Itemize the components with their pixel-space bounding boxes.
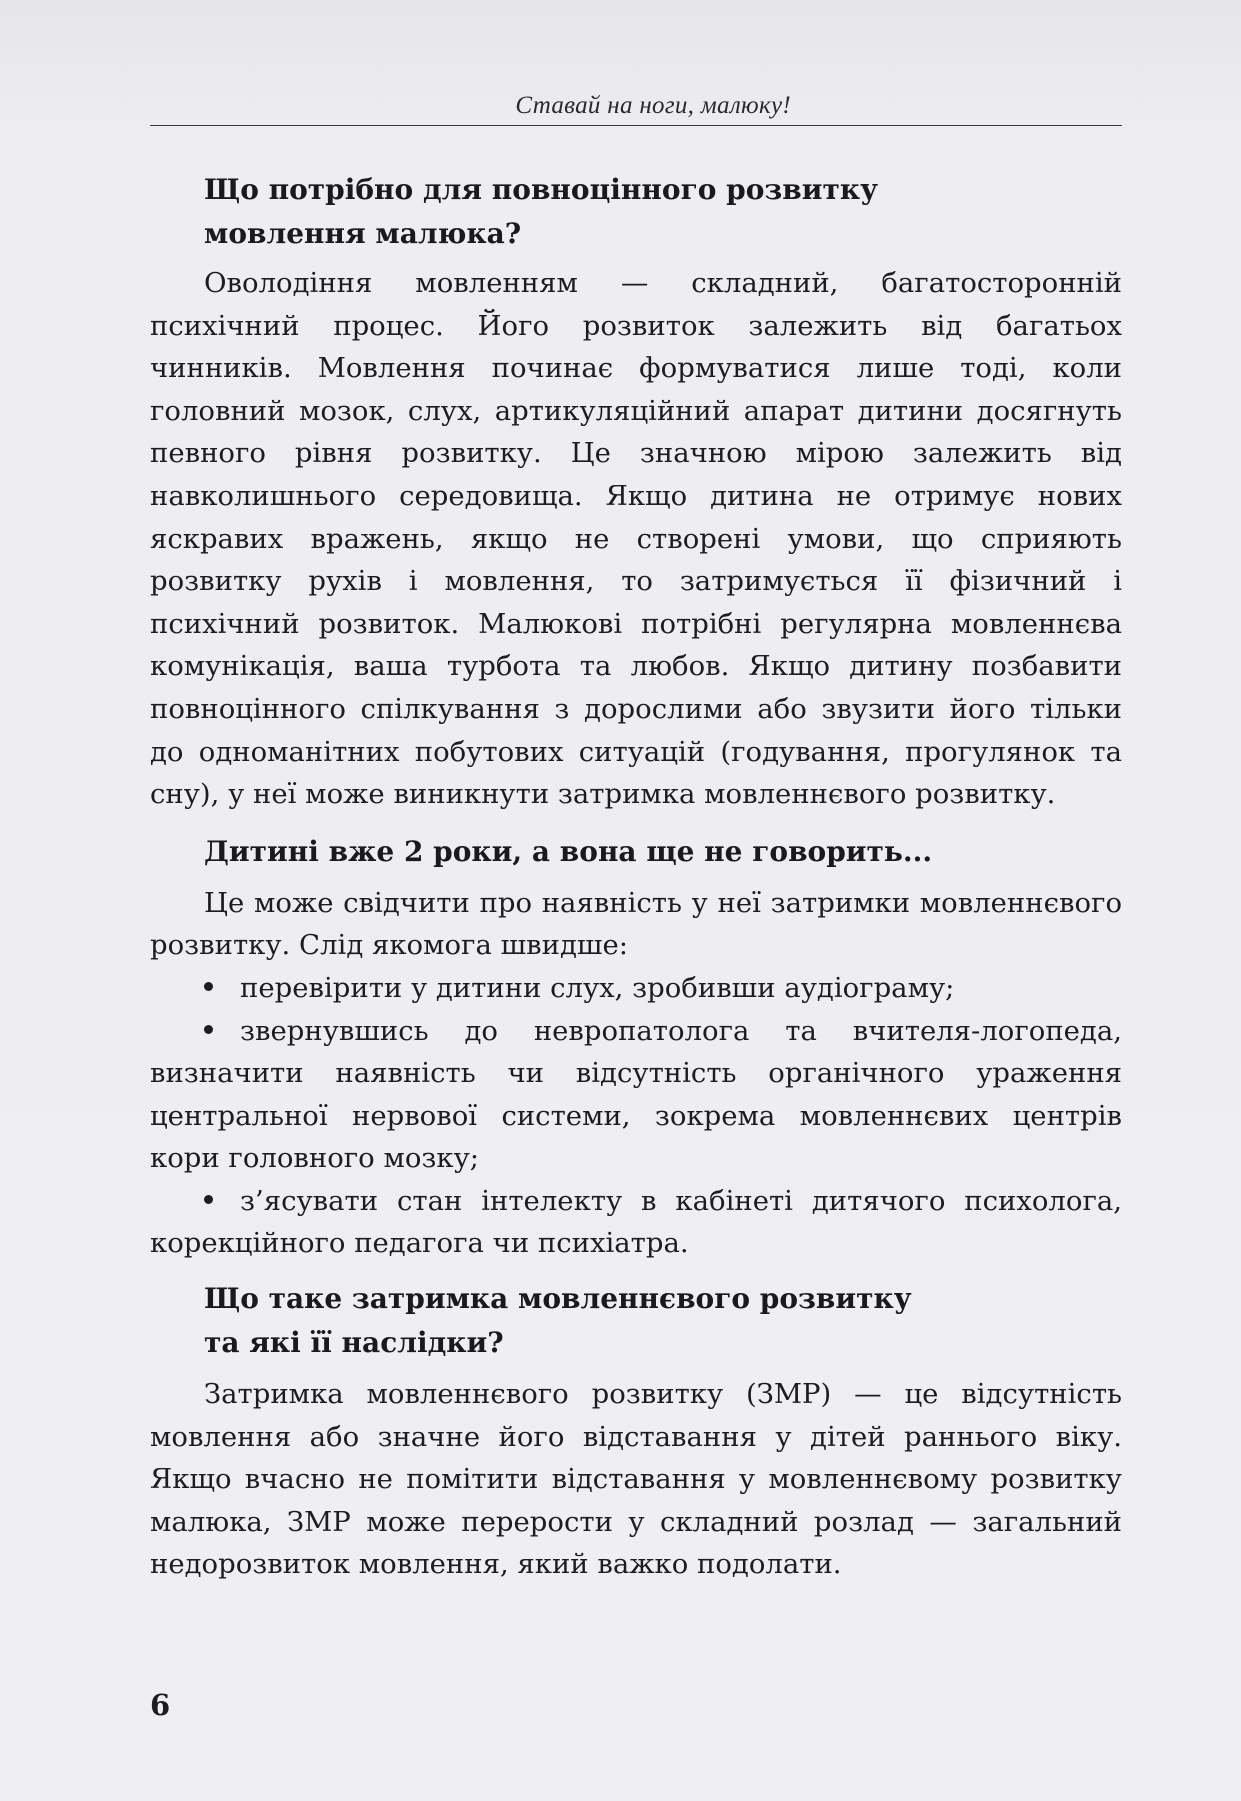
heading-line: Що потрібно для повноцінного розвитку [204, 173, 878, 206]
heading-line: Що таке затримка мовленнєвого розвитку [204, 1282, 912, 1316]
heading-line: мовлення малюка? [204, 217, 522, 250]
bullet-icon [204, 967, 240, 1010]
header-rule [150, 125, 1122, 126]
list-item [150, 1010, 1122, 1180]
page-number: 6 [150, 1688, 171, 1722]
heading-line: та які її наслідки? [204, 1326, 504, 1360]
body-paragraph: Це може свідчити про наявність у неї затримки мовленнєвого розвитку. Слід якомога швидше: [150, 886, 1122, 962]
list-item-text: перевірити у дитини слух, зробивши аудіограму; [240, 971, 955, 1004]
page-content [150, 168, 1122, 1586]
heading-line: Дитині вже 2 роки, а вона ще не говорить... [204, 834, 933, 868]
list-item [150, 1180, 1122, 1265]
list-item-text: звернувшись до невропатолога та вчителя-логопеда, визначити наявність чи відсутність органічного ураження центральної нервової системи, зокрема мовленнєвих центрів кори головного мозку; [150, 1014, 1122, 1175]
running-head: Ставай на ноги, малюку! [515, 92, 791, 119]
section-heading [204, 168, 1122, 256]
bullet-list [150, 967, 1122, 1265]
bullet-icon [204, 1010, 240, 1053]
section-heading [204, 1277, 1122, 1365]
list-item [150, 967, 1122, 1010]
bullet-icon [204, 1180, 240, 1223]
section-heading [204, 830, 1122, 874]
body-paragraph: Затримка мовленнєвого розвитку (ЗМР) — це відсутність мовлення або значне його відставання у дітей раннього віку. Якщо вчасно не помітити відставання у мовленнєвому розвитку малюка, ЗМР може перерости у складний розлад — загальний недорозвиток мовлення, який важко подолати. [150, 1378, 1122, 1581]
list-item-text: з’ясувати стан інтелекту в кабінеті дитячого психолога, корекційного педагога чи психіатра. [150, 1184, 1122, 1260]
body-paragraph: Оволодіння мовленням — складний, багатосторонній психічний процес. Його розвиток залежить від багатьох чинників. Мовлення починає формуватися лише тоді, коли головний мозок, слух, артикуляційний апарат дитини досягнуть певного рівня розвитку. Це значною мірою залежить від навколишнього середовища. Якщо дитина не отримує нових яскравих вражень, якщо не створені умови, що сприяють розвитку рухів і мовлення, то затримується її фізичний і психічний розвиток. Малюкові потрібні регулярна мовленнєва комунікація, ваша турбота та любов. Якщо дитину позбавити повноцінного спілкування з дорослими або звузити його тільки до одноманітних побутових ситуацій (годування, прогулянок та сну), у неї може виникнути затримка мовленнєвого розвитку. [150, 267, 1122, 811]
